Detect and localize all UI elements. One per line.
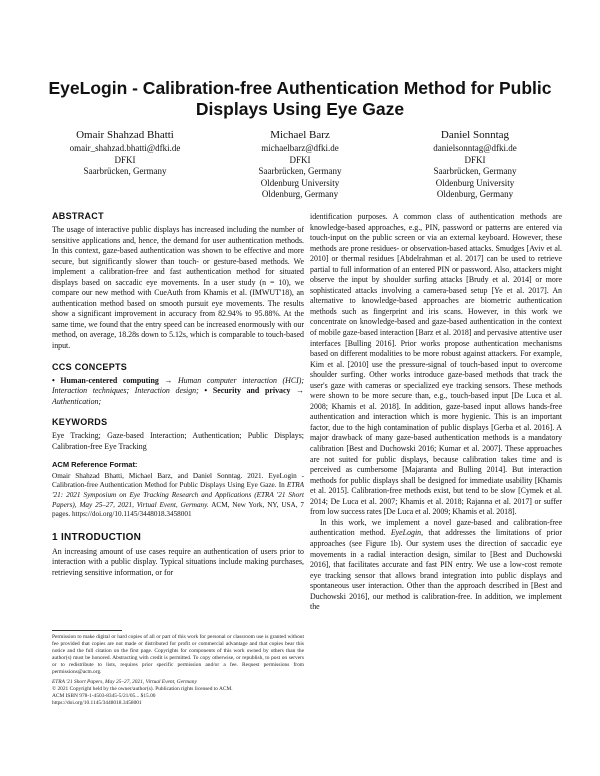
footnote-divider <box>52 630 122 631</box>
right-column <box>310 212 562 613</box>
body-paragraph: identification purposes. A common class of authentication methods are knowledge-based approaches, e.g., PIN, password or patterns are entered via touch-input on the public screen or via an external keyboard. However, these methods are prone residues- or observation-based attacks. Smudges [Aviv et al. 2010] or thermal residues [Abdelrahman et al. 2017] can be used to retrieve partial to full information of an entered PIN or password. Also, attackers might observe the input by shoulder surfing attacks [Brudy et al. 2014] or more sophisticated attacks involving a camera-based setup [Ye et al. 2017]. An alternative to knowledge-based approaches are biometric authentication methods such as fingerprint and iris scans. However, in this work we concentrate on knowledge-based and gaze-based authentication in the context of mobile gaze-based interaction [Barz et al. 2018] and pervasive attentive user interfaces [Bulling 2016]. Prior works propose authentication mechanisms based on different modalities to be more robust against attackers. For example, Kim et al. [2010] use the pressure-signal of touch-based input to overcome shoulder surfing. Other works introduce gaze-based methods that track the user's gaze with cameras or specialized eye tracking sensors. These methods were shown to be more secure than, e.g., touch-based input [De Luca et al. 2008; Khamis et al. 2018]. In addition, gaze-based input allows hands-free authentication and interaction which is more hygienic. This is an important factor, due to the high contamination of public displays [Gerba et al. 2016]. A major drawback of many gaze-based authentication methods is a mandatory calibration [Best and Duchowski 2016; Kumar et al. 2007]. These approaches are not suited for public displays, because calibration takes time and is perceived as cumbersome [Majaranta and Bulling 2014]. But interaction methods for public displays shall be designed for immediate usability [Khamis et al. 2015]. Calibration-free methods exist, but tend to be slow [Cymek et al. 2014; De Luca et al. 2007; Khamis et al. 2018; Rajanna et al. 2017] or suffer from low success rates [De Luca et al. 2009; Khamis et al. 2018]. <box>310 212 562 517</box>
acm-ref-heading: ACM Reference Format: <box>52 460 138 470</box>
ccs-term: • Human-centered computing <box>52 375 159 385</box>
footnote-block <box>52 634 304 707</box>
body-paragraph <box>310 518 562 613</box>
isbn-line: ACM ISBN 978-1-4503-8345-5/21/05... $15.00 <box>52 692 156 699</box>
ccs-subterms: Authentication; <box>52 396 102 406</box>
abstract-text: The usage of interactive public displays has increased including the number of sensitive applications and, hence, the demand for user authentication methods. In this context, gaze-based authentication was shown to be effective and more secure, but significantly slower than touch- or gesture-based methods. We implement a calibration-free and fast authentication method for situated displays based on saccadic eye movements. In a user study (n = 10), we compare our new method with CueAuth from Khamis et al. (IMWUT'18), an authentication method based on smooth pursuit eye movements. The results show a significant improvement in accuracy from 82.94% to 95.88%. At the same time, we found that the entry speed can be increased enormously with our method, on average, 18.28s down to 5.12s, which is comparable to touch-based input. <box>52 225 304 351</box>
author-affiliation: Oldenburg University <box>260 177 340 188</box>
author-affiliation: Saarbrücken, Germany <box>258 166 342 176</box>
author-affiliation: Oldenburg, Germany <box>261 189 339 199</box>
author-affiliation: DFKI <box>289 154 311 165</box>
keywords-text: Eye Tracking; Gaze-based Interaction; Authentication; Public Displays; Calibration-free Eye Tracking <box>52 431 304 451</box>
author-affiliation: Saarbrücken, Germany <box>83 166 167 176</box>
left-column <box>52 210 304 578</box>
author-name: Omair Shahzad Bhatti <box>76 129 174 141</box>
author-affiliation: DFKI <box>114 154 136 165</box>
acm-ref-venue: ETRA '21: 2021 Symposium on Eye Tracking Research and Applications (ETRA '21 Short Papers), May 25–27, 2021, Virtual Event, Germany. <box>52 481 304 509</box>
ccs-concepts <box>52 376 304 408</box>
abstract-heading: ABSTRACT <box>52 211 104 221</box>
ccs-arrow: → <box>158 375 178 385</box>
ccs-subterms: Human computer interaction (HCI); Interaction techniques; Interaction design; <box>52 375 304 396</box>
keywords-heading: KEYWORDS <box>52 417 108 428</box>
acm-ref-part: ACM, New York, NY, USA, 7 pages. https://doi.org/10.1145/3448018.3458001 <box>52 500 304 519</box>
author-1 <box>40 128 210 178</box>
author-email: michaelbarz@dfki.de <box>261 143 339 153</box>
permission-text: Permission to make digital or hard copies of all or part of this work for personal or classroom use is granted without fee provided that copies are not made or distributed for profit or commercial advantage and that copies bear this notice and the full citation on the first page. Copyrights for components of this work owned by others than the author(s) must be honored. Abstracting with credit is permitted. To copy otherwise, or republish, to post on servers or to redistribute to lists, requires prior specific permission and/or a fee. Request permissions from permissions@acm.org. <box>52 634 304 676</box>
system-name: EyeLogin <box>390 528 422 538</box>
author-name: Daniel Sonntag <box>440 129 510 141</box>
copyright-line: © 2021 Copyright held by the owner/author(s). Publication rights licensed to ACM. <box>52 685 233 692</box>
author-affiliation: Saarbrücken, Germany <box>433 166 517 176</box>
author-affiliation: DFKI <box>464 154 486 165</box>
paper-title: EyeLogin - Calibration-free Authentication Method for Public Displays Using Eye Gaze <box>48 78 552 119</box>
ccs-heading: CCS CONCEPTS <box>52 361 128 372</box>
author-affiliation: Oldenburg University <box>435 177 515 188</box>
author-block <box>40 128 560 198</box>
ccs-term: • Security and privacy <box>198 386 291 396</box>
author-name: Michael Barz <box>270 129 330 141</box>
doi-line: https://doi.org/10.1145/3448018.3458001 <box>52 699 142 706</box>
author-email: omair_shahzad.bhatti@dfki.de <box>69 143 181 153</box>
author-2 <box>215 128 385 201</box>
intro-heading: 1 INTRODUCTION <box>52 531 142 543</box>
ccs-arrow: → <box>290 386 304 396</box>
body-text: In this work, we implement a novel gaze-based and calibration-free authentication method. <box>310 517 562 538</box>
acm-ref-text <box>52 472 304 520</box>
acm-ref-part: Omair Shahzad Bhatti, Michael Barz, and Daniel Sonntag. 2021. EyeLogin - Calibration-free Authentication Method for Public Displays Using Eye Gaze. In <box>52 471 304 490</box>
venue-line: ETRA '21 Short Papers, May 25–27, 2021, Virtual Event, Germany <box>52 678 197 685</box>
author-3 <box>390 128 560 201</box>
body-text: , that addresses the limitations of prior approaches (see Figure 1b). Our system uses the direction of saccadic eye movements in a radial interaction design, similar to [Best and Duchowski 2016], that facilitates accurate and fast PIN entry. We use a low-cost remote eye tracking sensor that allows brand integration into public displays and spontaneous user interaction. Other than the approach described in [Best and Duchowski 2016], our method is calibration-free. In addition, we implement the <box>310 528 562 612</box>
author-email: danielsonntag@dfki.de <box>433 143 517 153</box>
author-affiliation: Oldenburg, Germany <box>436 189 514 199</box>
intro-text: An increasing amount of use cases require an authentication of users prior to interaction with a public display. Typical situations include making purchases, retrieving sensitive information, or for <box>52 546 304 577</box>
